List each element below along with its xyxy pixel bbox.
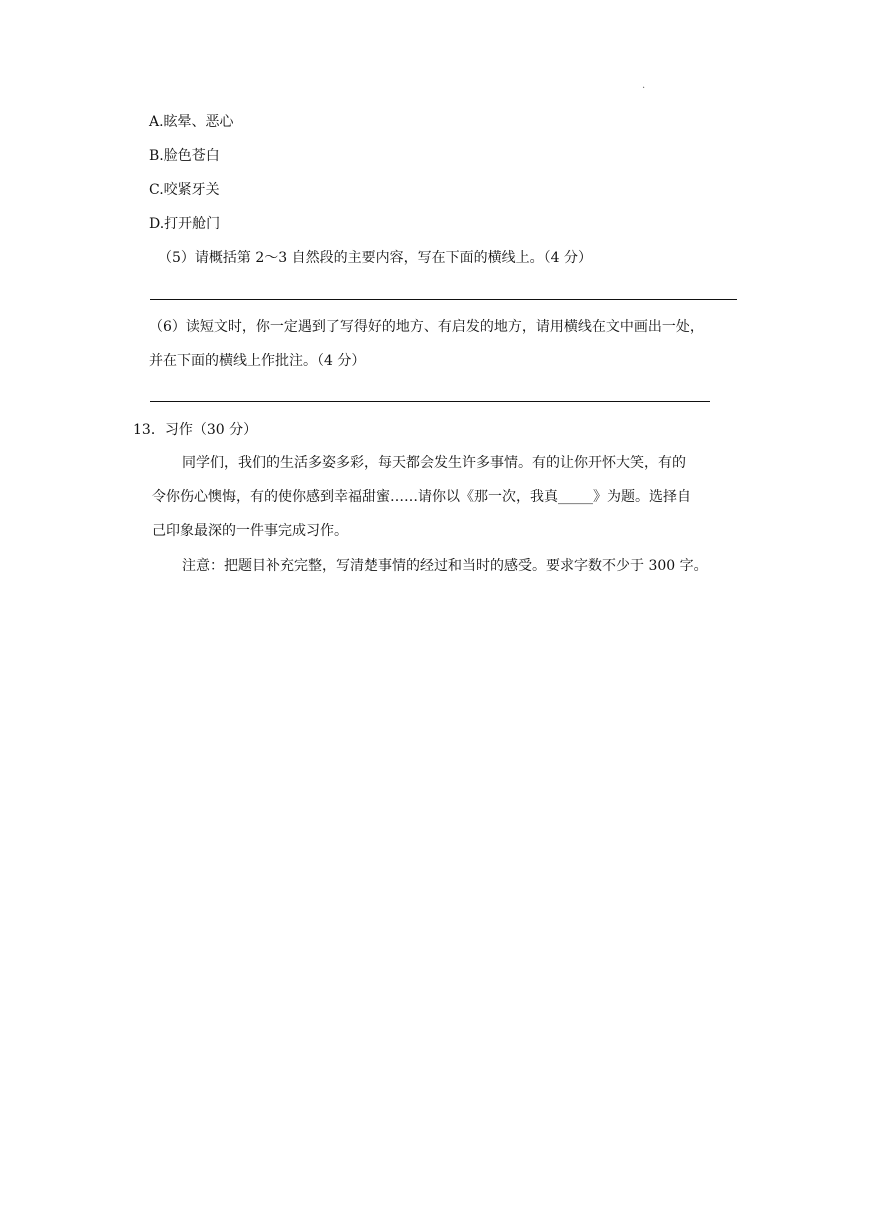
essay-para-line-3: 己印象最深的一件事完成习作。 <box>152 523 348 539</box>
essay-para-line-1: 同学们，我们的生活多姿多彩，每天都会发生许多事情。有的让你开怀大笑，有的 <box>182 455 686 471</box>
option-a: A.眩晕、恶心 <box>149 114 234 130</box>
question-5: （5）请概括第 2～3 自然段的主要内容，写在下面的横线上。（4 分） <box>158 250 592 266</box>
option-b: B.脸色苍白 <box>149 148 220 164</box>
essay-note: 注意：把题目补充完整，写清楚事情的经过和当时的感受。要求字数不少于 300 字。 <box>182 558 708 574</box>
option-c: C.咬紧牙关 <box>149 182 220 198</box>
question-6-line-1: （6）读短文时，你一定遇到了写得好的地方、有启发的地方，请用横线在文中画出一处， <box>149 319 704 335</box>
header-mark: . <box>642 80 646 91</box>
answer-line-6 <box>150 401 710 402</box>
answer-line-5 <box>150 299 737 300</box>
question-6-line-2: 并在下面的横线上作批注。（4 分） <box>149 353 366 369</box>
essay-para-line-2: 令你伤心懊悔，有的使你感到幸福甜蜜……请你以《那一次，我真_____》为题。选择自 <box>152 489 691 505</box>
option-d: D.打开舱门 <box>149 216 221 232</box>
essay-title: 13．习作（30 分） <box>133 422 258 438</box>
